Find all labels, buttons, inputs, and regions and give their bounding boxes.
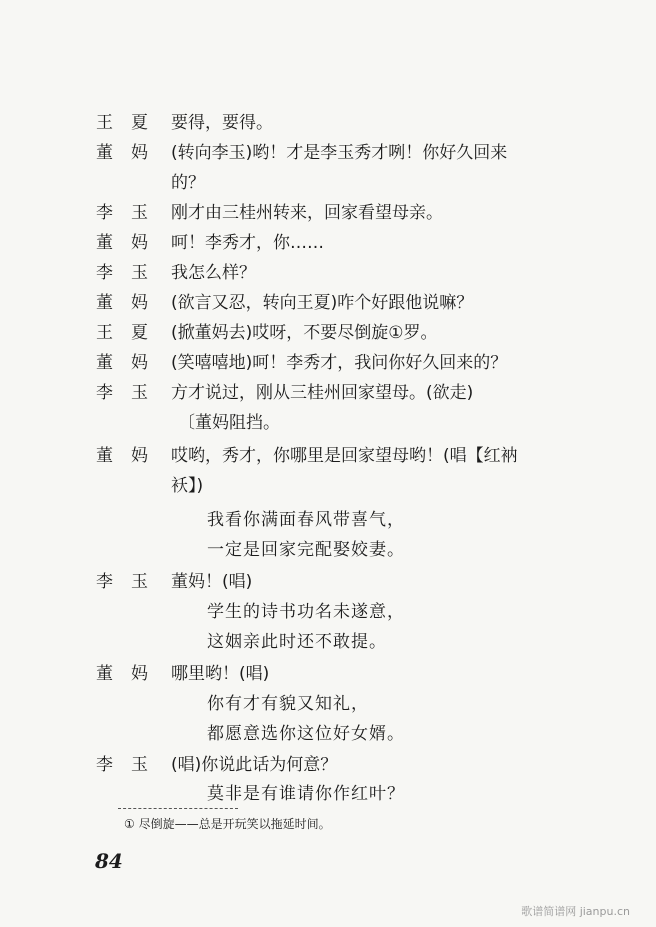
dialogue-text: 要得，要得。 (171, 113, 273, 133)
dialogue-text: 袄】) (171, 476, 204, 496)
dialogue-text: 哪里哟！(唱) (171, 664, 270, 684)
speaker-name: 李玉 (96, 203, 166, 223)
speaker-name: 董妈 (96, 233, 166, 253)
verse-text: 莫非是有谁请你作红叶？ (207, 784, 405, 804)
dialogue-text: 方才说过，刚从三桂州回家望母。(欲走) (171, 383, 474, 403)
verse-text: 这姻亲此时还不敢提。 (207, 632, 387, 652)
speaker-name: 董妈 (96, 353, 166, 373)
dialogue-text: 董妈！(唱) (171, 572, 253, 592)
verse-text: 学生的诗书功名未遂意， (207, 602, 405, 622)
verse-text: 我看你满面春风带喜气， (207, 510, 405, 530)
dialogue-text: 刚才由三桂州转来，回家看望母亲。 (171, 203, 443, 223)
stage-direction-text: 〔董妈阻挡。 (178, 413, 280, 433)
footnote: ① 尽倒旋——总是开玩笑以拖延时间。 (124, 817, 331, 831)
verse-text: 一定是回家完配娶姣妻。 (207, 540, 405, 560)
speaker-name: 董妈 (96, 446, 166, 466)
speaker-name: 董妈 (96, 293, 166, 313)
dialogue-text: 哎哟，秀才，你哪里是回家望母哟！(唱【红衲 (171, 446, 518, 466)
dialogue-text: 的？ (171, 173, 205, 193)
speaker-name: 李玉 (96, 755, 166, 775)
dialogue-text: (唱)你说此话为何意？ (171, 755, 338, 775)
dialogue-text: (欲言又忍，转向王夏)咋个好跟他说嘛？ (171, 293, 474, 313)
verse-text: 都愿意选你这位好女婿。 (207, 724, 405, 744)
speaker-name: 李玉 (96, 572, 166, 592)
dialogue-text: (笑嘻嘻地)呵！李秀才，我问你好久回来的？ (171, 353, 508, 373)
page-number: 84 (95, 849, 123, 873)
dialogue-text: 我怎么样？ (171, 263, 256, 283)
dialogue-text: (转向李玉)哟！才是李玉秀才咧！你好久回来 (171, 143, 508, 163)
footnote-divider (118, 808, 238, 809)
speaker-name: 董妈 (96, 664, 166, 684)
speaker-name: 王夏 (96, 323, 166, 343)
speaker-name: 李玉 (96, 263, 166, 283)
dialogue-text: (掀董妈去)哎呀，不要尽倒旋①罗。 (171, 323, 438, 343)
dialogue-text: 呵！李秀才，你…… (171, 233, 324, 253)
watermark: 歌谱简谱网 jianpu.cn (521, 905, 630, 918)
speaker-name: 李玉 (96, 383, 166, 403)
speaker-name: 董妈 (96, 143, 166, 163)
verse-text: 你有才有貌又知礼， (207, 694, 369, 714)
speaker-name: 王夏 (96, 113, 166, 133)
